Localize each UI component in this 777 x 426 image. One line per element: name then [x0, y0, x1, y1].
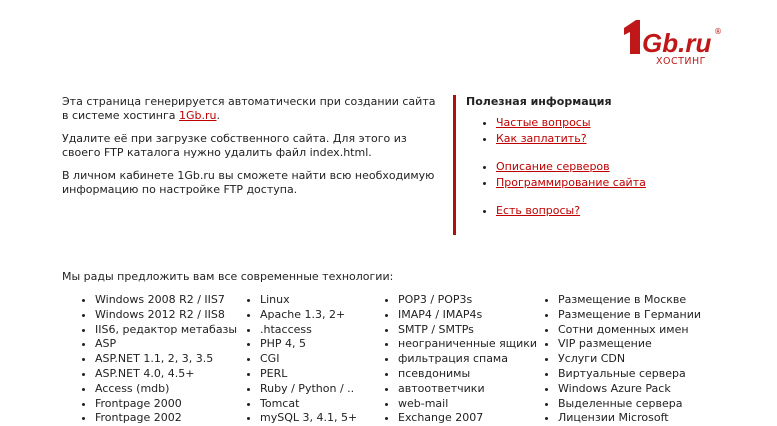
- list-item: • ASP.NET 4.0, 4.5+: [95, 367, 237, 382]
- list-item: • псевдонимы: [398, 367, 537, 382]
- useful-info-panel: [466, 95, 716, 220]
- intro-p1-text: Эта страница генерируется автоматически при создании сайта в системе хостинга: [62, 95, 436, 122]
- list-item: • CGI: [260, 352, 357, 367]
- useful-info-title: Полезная информация: [466, 95, 612, 108]
- list-item: • mySQL 3, 4.1, 5+: [260, 411, 357, 426]
- intro-p1-end: .: [216, 109, 221, 122]
- list-item: • Ruby / Python / ..: [260, 382, 357, 397]
- list-item: • POP3 / POP3s: [398, 293, 537, 308]
- tech-column-linux: [238, 293, 357, 426]
- list-item: • Размещение в Германии: [558, 308, 701, 323]
- list-item: [496, 204, 716, 219]
- how-to-pay-link[interactable]: Как заплатить?: [496, 131, 587, 145]
- logo-mark: [618, 14, 728, 60]
- list-item: • ASP: [95, 337, 237, 352]
- list-item: • Linux: [260, 293, 357, 308]
- list-item: [496, 160, 716, 175]
- list-item: • PERL: [260, 367, 357, 382]
- list-item: • Лицензии Microsoft: [558, 411, 701, 426]
- list-item: • неограниченные ящики: [398, 337, 537, 352]
- list-item: • ASP.NET 1.1, 2, 3, 3.5: [95, 352, 237, 367]
- list-item: • Access (mdb): [95, 382, 237, 397]
- tech-column-mail: [376, 293, 537, 426]
- list-item: • автоответчики: [398, 382, 537, 397]
- list-item: • Frontpage 2000: [95, 397, 237, 412]
- list-item: [496, 176, 716, 191]
- servers-description-link[interactable]: Описание серверов: [496, 160, 610, 173]
- site-programming-link[interactable]: Программирование сайта: [496, 175, 646, 189]
- hosting-logo[interactable]: [618, 14, 728, 70]
- list-item: • Tomcat: [260, 397, 357, 412]
- list-item: • IMAP4 / IMAP4s: [398, 308, 537, 323]
- list-item: [496, 132, 716, 147]
- list-item: • Frontpage 2002: [95, 411, 237, 426]
- technologies-title: Мы рады предложить вам все современные технологии:: [62, 270, 394, 283]
- list-item: • SMTP / SMTPs: [398, 323, 537, 338]
- faq-link[interactable]: Частые вопросы: [496, 116, 591, 129]
- list-item: • .htaccess: [260, 323, 357, 338]
- intro-paragraph-3: В личном кабинете 1Gb.ru вы сможете найти всю необходимую информацию по настройке FTP доступа.: [62, 169, 435, 196]
- list-item: • Сотни доменных имен: [558, 323, 701, 338]
- list-item: • web-mail: [398, 397, 537, 412]
- list-item: • PHP 4, 5: [260, 337, 357, 352]
- list-item: • Exchange 2007: [398, 411, 537, 426]
- useful-links-list: [466, 116, 716, 219]
- intro-text: [62, 95, 437, 206]
- list-item: • Windows 2012 R2 / IIS8: [95, 308, 237, 323]
- intro-paragraph-1: [62, 95, 437, 123]
- list-item: • Услуги CDN: [558, 352, 701, 367]
- hosting-link[interactable]: 1Gb.ru: [179, 109, 217, 122]
- list-item: [496, 116, 716, 131]
- list-item: • Размещение в Москве: [558, 293, 701, 308]
- intro-paragraph-2: Удалите её при загрузке собственного сайта. Для этого из своего FTP каталога нужно удалить файл index.html.: [62, 132, 407, 159]
- logo-subtitle: ХОСТИНГ: [656, 56, 706, 67]
- list-item: • VIP размещение: [558, 337, 701, 352]
- list-item: • фильтрация спама: [398, 352, 537, 367]
- logo-text: Gb.ru: [642, 28, 712, 58]
- list-item: • Виртуальные сервера: [558, 367, 701, 382]
- tech-column-windows: [73, 293, 237, 426]
- list-item: • IIS6, редактор метабазы: [95, 323, 237, 338]
- questions-link[interactable]: Есть вопросы?: [496, 204, 581, 217]
- vertical-divider: [453, 95, 456, 235]
- list-item: • Windows 2008 R2 / IIS7: [95, 293, 237, 308]
- list-item: • Apache 1.3, 2+: [260, 308, 357, 323]
- tech-column-services: [536, 293, 701, 426]
- list-item: • Выделенные сервера: [558, 397, 701, 412]
- registered-mark: ®: [714, 27, 722, 36]
- list-item: • Windows Azure Pack: [558, 382, 701, 397]
